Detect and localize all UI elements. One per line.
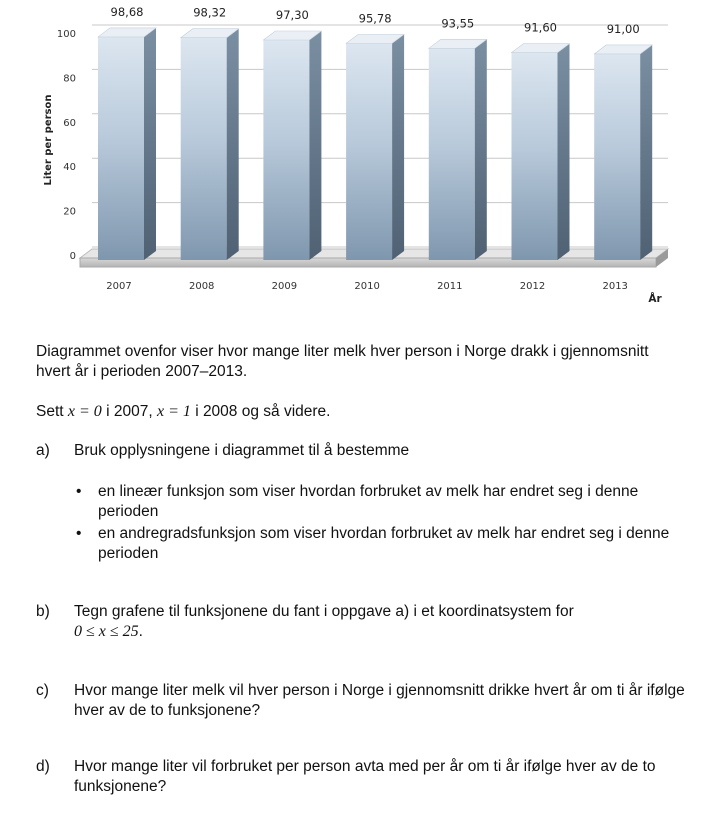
data-label: 95,78 bbox=[358, 11, 392, 26]
setup-text-3: i 2008 og så videre. bbox=[195, 403, 331, 420]
y-tick-label: 60 bbox=[63, 117, 76, 129]
bar bbox=[263, 31, 321, 260]
task-b-math: 0 ≤ x ≤ 25 bbox=[74, 623, 139, 640]
task-d-letter: d) bbox=[36, 758, 50, 775]
bar-side bbox=[640, 45, 652, 260]
bar-side bbox=[309, 31, 321, 260]
bar bbox=[181, 29, 239, 260]
bar-front bbox=[512, 53, 558, 260]
chart-bars bbox=[98, 28, 652, 260]
y-tick-label: 0 bbox=[69, 251, 76, 262]
x-axis-label: År bbox=[648, 293, 662, 305]
bar bbox=[594, 45, 652, 260]
bar-front bbox=[429, 48, 475, 260]
task-a-text: Bruk opplysningene i diagrammet til å bestemme bbox=[74, 442, 410, 459]
x-tick-label: 2008 bbox=[188, 281, 215, 292]
y-tick-label: 80 bbox=[63, 73, 76, 85]
task-d bbox=[36, 757, 686, 799]
bar bbox=[346, 34, 404, 260]
intro-text: Diagrammet ovenfor viser hvor mange liter melk hver person i Norge drakk i gjennomsnitt hvert år i perioden 2007–2013. bbox=[36, 343, 649, 380]
data-label: 91,60 bbox=[524, 20, 557, 35]
task-b-text: Tegn grafene til funksjonene du fant i oppgave a) i et koordinatsystem for bbox=[74, 603, 574, 620]
data-label: 91,00 bbox=[606, 21, 640, 36]
x-tick-label: 2007 bbox=[106, 281, 132, 292]
y-axis-label: Liter per person bbox=[43, 94, 54, 186]
bullet-icon: • bbox=[76, 483, 82, 500]
task-b-text-block bbox=[74, 602, 686, 642]
task-b bbox=[36, 602, 686, 644]
bar bbox=[98, 28, 156, 260]
task-d-text: Hvor mange liter vil forbruket per person avta med per år om ti år ifølge hver av de to funksjonene? bbox=[74, 758, 656, 795]
y-tick-label: 100 bbox=[56, 29, 76, 40]
y-tick-label: 20 bbox=[63, 206, 76, 218]
y-tick-label: 40 bbox=[63, 162, 76, 174]
milk-consumption-chart bbox=[0, 0, 703, 312]
y-axis-ticks bbox=[57, 29, 76, 262]
bar-side bbox=[392, 34, 404, 260]
x-axis-ticks bbox=[106, 281, 628, 292]
bullet-text: en andregradsfunksjon som viser hvordan forbruket av melk har endret seg i denne perioden bbox=[98, 525, 670, 562]
task-c bbox=[36, 681, 686, 723]
data-label: 93,55 bbox=[441, 16, 475, 31]
bar-side bbox=[558, 44, 570, 260]
data-label: 98,68 bbox=[110, 4, 144, 19]
bar-side bbox=[475, 39, 487, 260]
task-c-letter: c) bbox=[36, 682, 49, 699]
bar-side bbox=[227, 29, 239, 260]
bullet-icon: • bbox=[76, 525, 82, 542]
list-item bbox=[74, 482, 684, 522]
bullet-text: en lineær funksjon som viser hvordan forbruket av melk har endret seg i denne perioden bbox=[98, 483, 639, 520]
x-tick-label: 2012 bbox=[519, 281, 546, 292]
x-tick-label: 2013 bbox=[602, 281, 628, 292]
task-a-bullets bbox=[74, 482, 684, 564]
data-label: 97,30 bbox=[275, 7, 309, 22]
setup-math-2: x = 1 bbox=[156, 403, 191, 420]
setup-text-1: Sett bbox=[36, 403, 64, 420]
setup-math-1: x = 0 bbox=[67, 403, 102, 420]
x-tick-label: 2011 bbox=[437, 281, 463, 292]
bar-front bbox=[346, 43, 392, 260]
task-a-letter: a) bbox=[36, 442, 50, 459]
data-label: 98,32 bbox=[193, 5, 227, 20]
bar-front bbox=[594, 54, 640, 260]
bar bbox=[429, 39, 487, 260]
x-tick-label: 2009 bbox=[271, 281, 298, 292]
list-item bbox=[74, 524, 684, 564]
task-b-end: . bbox=[138, 623, 143, 640]
bar bbox=[512, 44, 570, 260]
x-tick-label: 2010 bbox=[354, 281, 380, 292]
bar-front bbox=[181, 38, 227, 260]
setup-text bbox=[36, 402, 686, 422]
bar-front bbox=[263, 40, 309, 260]
bar-front bbox=[98, 37, 144, 260]
bar-side bbox=[144, 28, 156, 260]
task-c-text: Hvor mange liter melk vil hver person i Norge i gjennomsnitt drikke hvert år om ti år ifølge hver av de to funksjonene? bbox=[74, 682, 685, 719]
task-a bbox=[36, 441, 686, 461]
task-b-letter: b) bbox=[36, 603, 50, 620]
setup-text-2: i 2007, bbox=[106, 403, 153, 420]
